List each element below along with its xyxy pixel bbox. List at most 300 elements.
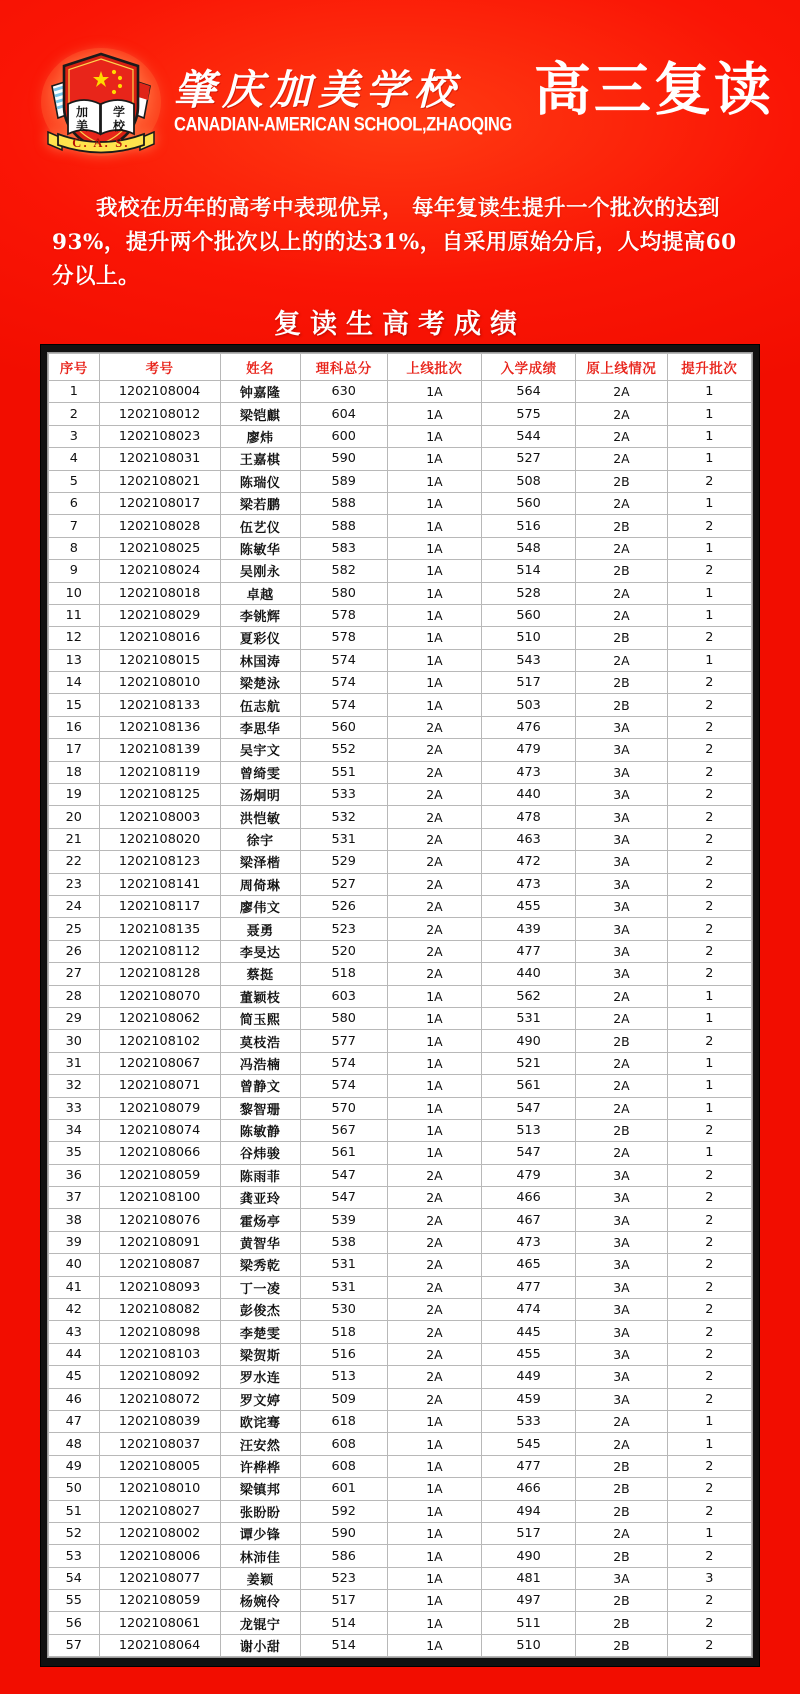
cell-index: 13 bbox=[49, 649, 100, 671]
cell-entry: 479 bbox=[482, 739, 576, 761]
cell-entry: 503 bbox=[482, 694, 576, 716]
cell-exam-no: 1202108029 bbox=[99, 604, 220, 626]
cell-orig-line: 3A bbox=[576, 1164, 667, 1186]
cell-name: 谭少锋 bbox=[220, 1522, 300, 1544]
cell-orig-line: 2A bbox=[576, 403, 667, 425]
cell-entry: 477 bbox=[482, 1276, 576, 1298]
cell-name: 陈敏华 bbox=[220, 537, 300, 559]
cell-exam-no: 1202108002 bbox=[99, 1522, 220, 1544]
cell-batch: 1A bbox=[387, 694, 481, 716]
cell-improve: 2 bbox=[667, 1164, 751, 1186]
cell-exam-no: 1202108015 bbox=[99, 649, 220, 671]
cell-orig-line: 3A bbox=[576, 918, 667, 940]
cell-index: 44 bbox=[49, 1343, 100, 1365]
cell-orig-line: 3A bbox=[576, 1299, 667, 1321]
cell-index: 32 bbox=[49, 1075, 100, 1097]
cell-orig-line: 2A bbox=[576, 1052, 667, 1074]
cell-index: 41 bbox=[49, 1276, 100, 1298]
cell-exam-no: 1202108136 bbox=[99, 716, 220, 738]
cell-index: 2 bbox=[49, 403, 100, 425]
cell-total: 520 bbox=[300, 940, 387, 962]
cell-total: 582 bbox=[300, 560, 387, 582]
cell-improve: 1 bbox=[667, 1097, 751, 1119]
cell-improve: 2 bbox=[667, 1343, 751, 1365]
cell-name: 夏彩仪 bbox=[220, 627, 300, 649]
cell-improve: 2 bbox=[667, 1276, 751, 1298]
cell-index: 26 bbox=[49, 940, 100, 962]
cell-orig-line: 2A bbox=[576, 985, 667, 1007]
cell-batch: 2A bbox=[387, 1187, 481, 1209]
cell-entry: 497 bbox=[482, 1590, 576, 1612]
cell-exam-no: 1202108066 bbox=[99, 1142, 220, 1164]
cell-improve: 2 bbox=[667, 918, 751, 940]
cell-entry: 527 bbox=[482, 448, 576, 470]
cell-batch: 1A bbox=[387, 985, 481, 1007]
cell-total: 600 bbox=[300, 425, 387, 447]
cell-index: 33 bbox=[49, 1097, 100, 1119]
cell-improve: 2 bbox=[667, 940, 751, 962]
cell-exam-no: 1202108091 bbox=[99, 1231, 220, 1253]
cell-improve: 3 bbox=[667, 1567, 751, 1589]
cell-orig-line: 3A bbox=[576, 1276, 667, 1298]
cell-exam-no: 1202108133 bbox=[99, 694, 220, 716]
cell-orig-line: 3A bbox=[576, 895, 667, 917]
cell-index: 15 bbox=[49, 694, 100, 716]
cell-name: 许桦桦 bbox=[220, 1455, 300, 1477]
svg-text:美: 美 bbox=[75, 119, 89, 133]
cell-improve: 2 bbox=[667, 1455, 751, 1477]
cell-entry: 440 bbox=[482, 784, 576, 806]
cell-batch: 2A bbox=[387, 761, 481, 783]
school-name-block bbox=[174, 65, 512, 136]
cell-index: 48 bbox=[49, 1433, 100, 1455]
cell-total: 618 bbox=[300, 1410, 387, 1432]
cell-batch: 1A bbox=[387, 425, 481, 447]
cell-entry: 575 bbox=[482, 403, 576, 425]
table-row bbox=[49, 515, 752, 537]
cell-batch: 2A bbox=[387, 1366, 481, 1388]
cell-improve: 2 bbox=[667, 784, 751, 806]
svg-text:学: 学 bbox=[112, 105, 126, 119]
cell-batch: 1A bbox=[387, 1634, 481, 1656]
cell-entry: 531 bbox=[482, 1007, 576, 1029]
cell-orig-line: 2B bbox=[576, 470, 667, 492]
cell-name: 黄智华 bbox=[220, 1231, 300, 1253]
table-row bbox=[49, 828, 752, 850]
cell-name: 李旻达 bbox=[220, 940, 300, 962]
table-row bbox=[49, 1209, 752, 1231]
cell-batch: 1A bbox=[387, 649, 481, 671]
cell-entry: 449 bbox=[482, 1366, 576, 1388]
cell-entry: 545 bbox=[482, 1433, 576, 1455]
cell-improve: 1 bbox=[667, 492, 751, 514]
table-row bbox=[49, 739, 752, 761]
cell-name: 伍志航 bbox=[220, 694, 300, 716]
table-row bbox=[49, 1164, 752, 1186]
cell-exam-no: 1202108098 bbox=[99, 1321, 220, 1343]
col-header-entry: 入学成绩 bbox=[482, 354, 576, 381]
cell-orig-line: 3A bbox=[576, 1254, 667, 1276]
table-row bbox=[49, 560, 752, 582]
table-row bbox=[49, 873, 752, 895]
cell-index: 57 bbox=[49, 1634, 100, 1656]
cell-batch: 1A bbox=[387, 470, 481, 492]
cell-entry: 547 bbox=[482, 1097, 576, 1119]
cell-name: 林沛佳 bbox=[220, 1545, 300, 1567]
cell-entry: 517 bbox=[482, 672, 576, 694]
cell-name: 陈敏静 bbox=[220, 1119, 300, 1141]
school-name-cn: 肇庆加美学校 bbox=[174, 65, 462, 114]
cell-name: 莫枝浩 bbox=[220, 1030, 300, 1052]
cell-orig-line: 2B bbox=[576, 515, 667, 537]
cell-index: 52 bbox=[49, 1522, 100, 1544]
cell-entry: 455 bbox=[482, 1343, 576, 1365]
cell-orig-line: 2B bbox=[576, 1545, 667, 1567]
cell-name: 董颖枝 bbox=[220, 985, 300, 1007]
cell-total: 588 bbox=[300, 492, 387, 514]
table-row bbox=[49, 1231, 752, 1253]
cell-entry: 481 bbox=[482, 1567, 576, 1589]
cell-batch: 1A bbox=[387, 672, 481, 694]
cell-orig-line: 3A bbox=[576, 963, 667, 985]
cell-orig-line: 3A bbox=[576, 806, 667, 828]
cell-total: 574 bbox=[300, 1052, 387, 1074]
cell-name: 冯浩楠 bbox=[220, 1052, 300, 1074]
cell-total: 526 bbox=[300, 895, 387, 917]
cell-exam-no: 1202108028 bbox=[99, 515, 220, 537]
cell-batch: 2A bbox=[387, 806, 481, 828]
table-row bbox=[49, 1321, 752, 1343]
section-title: 复读生高考成绩 bbox=[274, 309, 526, 340]
cell-name: 梁泽楷 bbox=[220, 851, 300, 873]
cell-improve: 2 bbox=[667, 1299, 751, 1321]
table-row bbox=[49, 1500, 752, 1522]
cell-orig-line: 3A bbox=[576, 851, 667, 873]
cell-index: 11 bbox=[49, 604, 100, 626]
cell-orig-line: 2A bbox=[576, 1007, 667, 1029]
table-row bbox=[49, 627, 752, 649]
cell-orig-line: 2A bbox=[576, 425, 667, 447]
cell-index: 36 bbox=[49, 1164, 100, 1186]
cell-improve: 2 bbox=[667, 1321, 751, 1343]
cell-batch: 1A bbox=[387, 1052, 481, 1074]
cell-entry: 490 bbox=[482, 1030, 576, 1052]
table-row bbox=[49, 1455, 752, 1477]
cell-entry: 510 bbox=[482, 627, 576, 649]
cell-index: 14 bbox=[49, 672, 100, 694]
cell-entry: 467 bbox=[482, 1209, 576, 1231]
cell-index: 10 bbox=[49, 582, 100, 604]
cell-orig-line: 3A bbox=[576, 1187, 667, 1209]
cell-batch: 1A bbox=[387, 1590, 481, 1612]
cell-total: 552 bbox=[300, 739, 387, 761]
cell-name: 汪安然 bbox=[220, 1433, 300, 1455]
cell-name: 廖炜 bbox=[220, 425, 300, 447]
cell-entry: 459 bbox=[482, 1388, 576, 1410]
cell-batch: 1A bbox=[387, 1567, 481, 1589]
cell-total: 567 bbox=[300, 1119, 387, 1141]
cell-total: 529 bbox=[300, 851, 387, 873]
cell-entry: 508 bbox=[482, 470, 576, 492]
results-table-frame bbox=[41, 345, 759, 1666]
cell-orig-line: 2A bbox=[576, 537, 667, 559]
cell-entry: 477 bbox=[482, 1455, 576, 1477]
cell-exam-no: 1202108100 bbox=[99, 1187, 220, 1209]
cell-index: 5 bbox=[49, 470, 100, 492]
school-crest-icon bbox=[38, 46, 164, 158]
cell-total: 588 bbox=[300, 515, 387, 537]
cell-batch: 2A bbox=[387, 1321, 481, 1343]
cell-total: 516 bbox=[300, 1343, 387, 1365]
cell-total: 630 bbox=[300, 381, 387, 403]
cell-index: 50 bbox=[49, 1478, 100, 1500]
cell-batch: 1A bbox=[387, 448, 481, 470]
cell-entry: 510 bbox=[482, 1634, 576, 1656]
cell-batch: 1A bbox=[387, 1478, 481, 1500]
cell-entry: 564 bbox=[482, 381, 576, 403]
cell-batch: 1A bbox=[387, 627, 481, 649]
cell-total: 518 bbox=[300, 963, 387, 985]
cell-batch: 2A bbox=[387, 1164, 481, 1186]
cell-total: 590 bbox=[300, 1522, 387, 1544]
cell-improve: 1 bbox=[667, 381, 751, 403]
cell-entry: 463 bbox=[482, 828, 576, 850]
cell-name: 周倚琳 bbox=[220, 873, 300, 895]
cell-improve: 2 bbox=[667, 716, 751, 738]
cell-orig-line: 3A bbox=[576, 761, 667, 783]
cell-batch: 2A bbox=[387, 784, 481, 806]
cell-exam-no: 1202108072 bbox=[99, 1388, 220, 1410]
cell-improve: 2 bbox=[667, 627, 751, 649]
table-row bbox=[49, 1433, 752, 1455]
school-name-en: CANADIAN-AMERICAN SCHOOL,ZHAOQING bbox=[174, 114, 512, 136]
cell-index: 1 bbox=[49, 381, 100, 403]
table-header-row bbox=[49, 354, 752, 381]
cell-improve: 2 bbox=[667, 1119, 751, 1141]
cell-entry: 562 bbox=[482, 985, 576, 1007]
cell-batch: 1A bbox=[387, 515, 481, 537]
cell-total: 531 bbox=[300, 1254, 387, 1276]
cell-exam-no: 1202108077 bbox=[99, 1567, 220, 1589]
cell-batch: 2A bbox=[387, 1388, 481, 1410]
cell-name: 姜颖 bbox=[220, 1567, 300, 1589]
table-row bbox=[49, 694, 752, 716]
cell-entry: 513 bbox=[482, 1119, 576, 1141]
cell-name: 张盼盼 bbox=[220, 1500, 300, 1522]
cell-improve: 1 bbox=[667, 1410, 751, 1432]
cell-orig-line: 3A bbox=[576, 1343, 667, 1365]
cell-exam-no: 1202108023 bbox=[99, 425, 220, 447]
cell-orig-line: 2B bbox=[576, 627, 667, 649]
cell-total: 518 bbox=[300, 1321, 387, 1343]
cell-total: 517 bbox=[300, 1590, 387, 1612]
cell-exam-no: 1202108074 bbox=[99, 1119, 220, 1141]
svg-text:加: 加 bbox=[75, 105, 89, 119]
cell-index: 16 bbox=[49, 716, 100, 738]
cell-improve: 1 bbox=[667, 1433, 751, 1455]
cell-batch: 2A bbox=[387, 1231, 481, 1253]
cell-name: 李思华 bbox=[220, 716, 300, 738]
cell-exam-no: 1202108135 bbox=[99, 918, 220, 940]
cell-name: 王嘉棋 bbox=[220, 448, 300, 470]
cell-total: 589 bbox=[300, 470, 387, 492]
table-row bbox=[49, 1410, 752, 1432]
cell-index: 24 bbox=[49, 895, 100, 917]
col-header-index: 序号 bbox=[49, 354, 100, 381]
cell-exam-no: 1202108117 bbox=[99, 895, 220, 917]
cell-improve: 1 bbox=[667, 448, 751, 470]
cell-index: 7 bbox=[49, 515, 100, 537]
cell-orig-line: 3A bbox=[576, 1567, 667, 1589]
cell-entry: 548 bbox=[482, 537, 576, 559]
cell-orig-line: 3A bbox=[576, 940, 667, 962]
cell-improve: 2 bbox=[667, 1590, 751, 1612]
results-table-body bbox=[49, 381, 752, 1657]
cell-total: 538 bbox=[300, 1231, 387, 1253]
cell-improve: 2 bbox=[667, 560, 751, 582]
cell-name: 梁秀乾 bbox=[220, 1254, 300, 1276]
cell-batch: 2A bbox=[387, 918, 481, 940]
cell-exam-no: 1202108059 bbox=[99, 1164, 220, 1186]
cell-name: 曾静文 bbox=[220, 1075, 300, 1097]
cell-batch: 2A bbox=[387, 828, 481, 850]
cell-entry: 439 bbox=[482, 918, 576, 940]
cell-exam-no: 1202108018 bbox=[99, 582, 220, 604]
cell-total: 574 bbox=[300, 649, 387, 671]
table-row bbox=[49, 1366, 752, 1388]
cell-exam-no: 1202108092 bbox=[99, 1366, 220, 1388]
table-row bbox=[49, 1612, 752, 1634]
cell-improve: 2 bbox=[667, 1187, 751, 1209]
cell-exam-no: 1202108071 bbox=[99, 1075, 220, 1097]
cell-exam-no: 1202108082 bbox=[99, 1299, 220, 1321]
cell-orig-line: 2A bbox=[576, 1433, 667, 1455]
cell-name: 谷炜骏 bbox=[220, 1142, 300, 1164]
cell-entry: 479 bbox=[482, 1164, 576, 1186]
cell-improve: 2 bbox=[667, 761, 751, 783]
cell-total: 532 bbox=[300, 806, 387, 828]
cell-batch: 2A bbox=[387, 1209, 481, 1231]
cell-improve: 2 bbox=[667, 1478, 751, 1500]
table-row bbox=[49, 1187, 752, 1209]
table-row bbox=[49, 1567, 752, 1589]
cell-total: 539 bbox=[300, 1209, 387, 1231]
cell-total: 533 bbox=[300, 784, 387, 806]
cell-exam-no: 1202108037 bbox=[99, 1433, 220, 1455]
cell-orig-line: 2B bbox=[576, 1478, 667, 1500]
cell-improve: 2 bbox=[667, 672, 751, 694]
cell-name: 简玉熙 bbox=[220, 1007, 300, 1029]
cell-batch: 1A bbox=[387, 1433, 481, 1455]
cell-total: 551 bbox=[300, 761, 387, 783]
cell-batch: 1A bbox=[387, 1030, 481, 1052]
cell-improve: 2 bbox=[667, 1545, 751, 1567]
table-row bbox=[49, 1052, 752, 1074]
cell-exam-no: 1202108103 bbox=[99, 1343, 220, 1365]
cell-index: 37 bbox=[49, 1187, 100, 1209]
cell-name: 龚亚玲 bbox=[220, 1187, 300, 1209]
cell-batch: 2A bbox=[387, 1343, 481, 1365]
cell-name: 徐宇 bbox=[220, 828, 300, 850]
table-row bbox=[49, 470, 752, 492]
cell-orig-line: 2A bbox=[576, 1075, 667, 1097]
cell-index: 30 bbox=[49, 1030, 100, 1052]
cell-improve: 1 bbox=[667, 649, 751, 671]
cell-batch: 2A bbox=[387, 1299, 481, 1321]
cell-batch: 2A bbox=[387, 963, 481, 985]
table-row bbox=[49, 1343, 752, 1365]
cell-orig-line: 3A bbox=[576, 1209, 667, 1231]
cell-total: 523 bbox=[300, 918, 387, 940]
cell-index: 8 bbox=[49, 537, 100, 559]
cell-entry: 473 bbox=[482, 873, 576, 895]
cell-exam-no: 1202108017 bbox=[99, 492, 220, 514]
cell-batch: 1A bbox=[387, 1007, 481, 1029]
cell-entry: 528 bbox=[482, 582, 576, 604]
cell-improve: 2 bbox=[667, 470, 751, 492]
cell-orig-line: 2A bbox=[576, 492, 667, 514]
col-header-improve: 提升批次 bbox=[667, 354, 751, 381]
cell-exam-no: 1202108020 bbox=[99, 828, 220, 850]
col-header-exam-no: 考号 bbox=[99, 354, 220, 381]
cell-total: 580 bbox=[300, 582, 387, 604]
cell-name: 吴宇文 bbox=[220, 739, 300, 761]
cell-orig-line: 3A bbox=[576, 1231, 667, 1253]
cell-index: 29 bbox=[49, 1007, 100, 1029]
cell-total: 604 bbox=[300, 403, 387, 425]
table-row bbox=[49, 1299, 752, 1321]
cell-total: 574 bbox=[300, 1075, 387, 1097]
cell-index: 49 bbox=[49, 1455, 100, 1477]
cell-name: 龙锟宁 bbox=[220, 1612, 300, 1634]
cell-index: 35 bbox=[49, 1142, 100, 1164]
cell-exam-no: 1202108093 bbox=[99, 1276, 220, 1298]
cell-name: 洪恺敏 bbox=[220, 806, 300, 828]
cell-batch: 2A bbox=[387, 1276, 481, 1298]
cell-total: 560 bbox=[300, 716, 387, 738]
cell-entry: 560 bbox=[482, 604, 576, 626]
cell-index: 17 bbox=[49, 739, 100, 761]
cell-total: 592 bbox=[300, 1500, 387, 1522]
cell-batch: 1A bbox=[387, 1075, 481, 1097]
cell-total: 578 bbox=[300, 604, 387, 626]
cell-batch: 1A bbox=[387, 1612, 481, 1634]
cell-exam-no: 1202108061 bbox=[99, 1612, 220, 1634]
cell-name: 伍艺仪 bbox=[220, 515, 300, 537]
cell-orig-line: 2B bbox=[576, 1612, 667, 1634]
cell-index: 25 bbox=[49, 918, 100, 940]
cell-orig-line: 2B bbox=[576, 1455, 667, 1477]
cell-entry: 517 bbox=[482, 1522, 576, 1544]
cell-exam-no: 1202108004 bbox=[99, 381, 220, 403]
cell-improve: 1 bbox=[667, 425, 751, 447]
cell-index: 47 bbox=[49, 1410, 100, 1432]
cell-batch: 1A bbox=[387, 1097, 481, 1119]
cell-orig-line: 2A bbox=[576, 448, 667, 470]
cell-entry: 516 bbox=[482, 515, 576, 537]
cell-orig-line: 2A bbox=[576, 604, 667, 626]
table-row bbox=[49, 716, 752, 738]
table-row bbox=[49, 851, 752, 873]
table-row bbox=[49, 1276, 752, 1298]
cell-orig-line: 3A bbox=[576, 739, 667, 761]
cell-exam-no: 1202108025 bbox=[99, 537, 220, 559]
cell-entry: 560 bbox=[482, 492, 576, 514]
table-row bbox=[49, 492, 752, 514]
table-row bbox=[49, 1097, 752, 1119]
cell-improve: 2 bbox=[667, 963, 751, 985]
cell-exam-no: 1202108010 bbox=[99, 1478, 220, 1500]
